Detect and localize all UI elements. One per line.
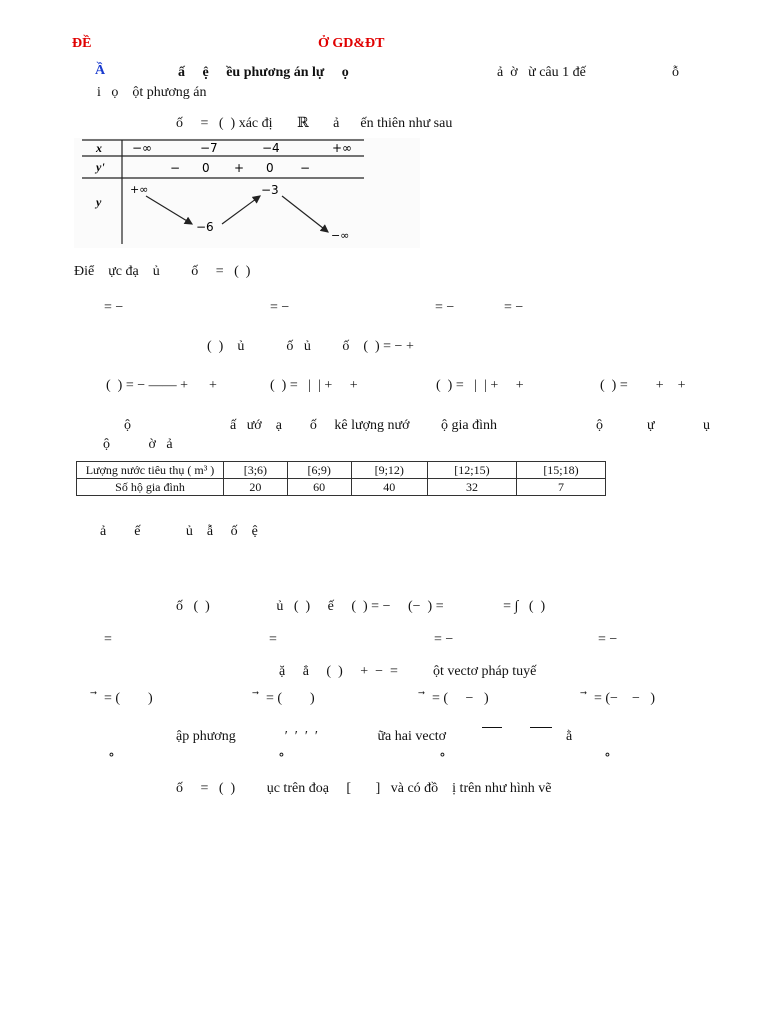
answer-a[interactable]: = (104, 632, 112, 647)
answer-b[interactable]: ⃗ = ( ) (259, 691, 315, 706)
question-3-stem-d: ự (647, 418, 655, 433)
table-row (77, 462, 606, 479)
exam-title-right: Ở GD&ĐT (318, 36, 385, 51)
answer-a[interactable]: ⃗ = ( ) (97, 691, 153, 706)
vt-sign: − (170, 161, 181, 175)
answer-c[interactable]: ( ) = | | + + (436, 378, 524, 393)
variation-table (74, 138, 420, 248)
vt-arrow-down (146, 196, 192, 224)
question-2-stem: ( ) ủ ố ủ ố ( ) = − + (207, 339, 414, 354)
vt-arrow-down (282, 196, 328, 232)
table-header-cell: [12;15) (427, 462, 516, 479)
vt-x-value: −4 (262, 141, 280, 155)
table-header-cell: [6;9) (287, 462, 351, 479)
vt-sign: − (300, 161, 311, 175)
part-instructions-right: ả ờ ừ câu 1 đế (497, 65, 586, 80)
question-3-stem-line2: ộ ờ ả (103, 437, 173, 452)
question-3-stem-c: ộ (596, 418, 603, 433)
vt-arrow-up (222, 196, 260, 224)
question-6-tail: ằ (566, 729, 573, 744)
answer-d[interactable]: ⃗ = (− − ) (587, 691, 656, 706)
table-cell: 7 (516, 479, 605, 496)
answer-a[interactable]: ( ) = − —— + + (106, 378, 217, 393)
answer-c[interactable]: = − (435, 300, 455, 315)
answer-b[interactable]: = − (270, 300, 290, 315)
table-cell: 20 (224, 479, 288, 496)
part-instructions-line2: i ọ ột phương án (97, 85, 207, 100)
table-header-cell: Lượng nước tiêu thụ ( m³ ) (77, 462, 224, 479)
vt-x-value: −∞ (132, 141, 153, 155)
question-1-stem: ố = ( ) xác đị ℝ ả ến thiên như sau (176, 116, 453, 131)
part-label: Ầ (95, 63, 106, 78)
variation-table-figure (74, 138, 420, 248)
vt-y-value: +∞ (130, 183, 149, 196)
vt-sign: 0 (202, 161, 210, 175)
vt-yp-label: y' (96, 160, 105, 174)
question-4-stem: ố ( ) ủ ( ) ế ( ) = − (− ) = = ∫ ( ) (176, 599, 546, 614)
table-cell: 60 (287, 479, 351, 496)
table-cell: 40 (351, 479, 427, 496)
question-3-ask: ả ế ủ ẫ ố ệ (100, 524, 258, 539)
answer-d[interactable]: = − (504, 300, 524, 315)
part-instructions-far: ỗ (672, 65, 679, 80)
vt-y-value: −3 (261, 183, 279, 197)
question-7-stem: ố = ( ) ục trên đoạ [ ] và có đồ ị trên như hình vẽ (176, 781, 552, 796)
question-6-stem: ập phương ′ ′ ′ ′ ữa hai vectơ (176, 729, 447, 744)
vector-bar (482, 727, 502, 728)
answer-d[interactable]: = − (598, 632, 618, 647)
question-5-stem: ặ ẳ ( ) + − = ột vectơ pháp tuyế (279, 664, 537, 679)
vt-y-value: −6 (196, 220, 214, 234)
answer-b[interactable]: ( ) = | | + + (270, 378, 358, 393)
vt-y-label: y (96, 195, 102, 209)
question-3-stem-e: ụ (703, 418, 710, 433)
question-1-ask: Điể ực đạ ủ ố = ( ) (74, 264, 251, 279)
answer-c[interactable]: ⃗ = ( − ) (425, 691, 489, 706)
vector-bar (530, 727, 552, 728)
vt-sign: 0 (266, 161, 274, 175)
part-instructions: ấ ệ ều phương án lự ọ (178, 65, 349, 80)
answer-a[interactable]: = − (104, 300, 124, 315)
table-cell: Số hộ gia đình (77, 479, 224, 496)
vt-x-label: x (96, 141, 102, 155)
table-row (77, 479, 606, 496)
question-3-stem-a: ộ (124, 418, 131, 433)
vt-x-value: +∞ (332, 141, 353, 155)
vt-sign: + (234, 161, 245, 175)
question-3-stem-b: ấ ướ ạ ố kê lượng nướ ộ gia đình (230, 418, 497, 433)
answer-c[interactable]: = − (434, 632, 454, 647)
answer-c[interactable]: ∘ (439, 748, 446, 763)
water-consumption-table (76, 461, 606, 496)
answer-d[interactable]: ∘ (604, 748, 611, 763)
table-header-cell: [15;18) (516, 462, 605, 479)
vt-y-value: −∞ (331, 229, 350, 242)
table-cell: 32 (427, 479, 516, 496)
answer-b[interactable]: = (269, 632, 277, 647)
table-header-cell: [9;12) (351, 462, 427, 479)
answer-a[interactable]: ∘ (108, 748, 115, 763)
answer-d[interactable]: ( ) = + + (600, 378, 686, 393)
exam-title-left: ĐỀ (72, 36, 92, 51)
vt-x-value: −7 (200, 141, 218, 155)
answer-b[interactable]: ∘ (278, 748, 285, 763)
table-header-cell: [3;6) (224, 462, 288, 479)
